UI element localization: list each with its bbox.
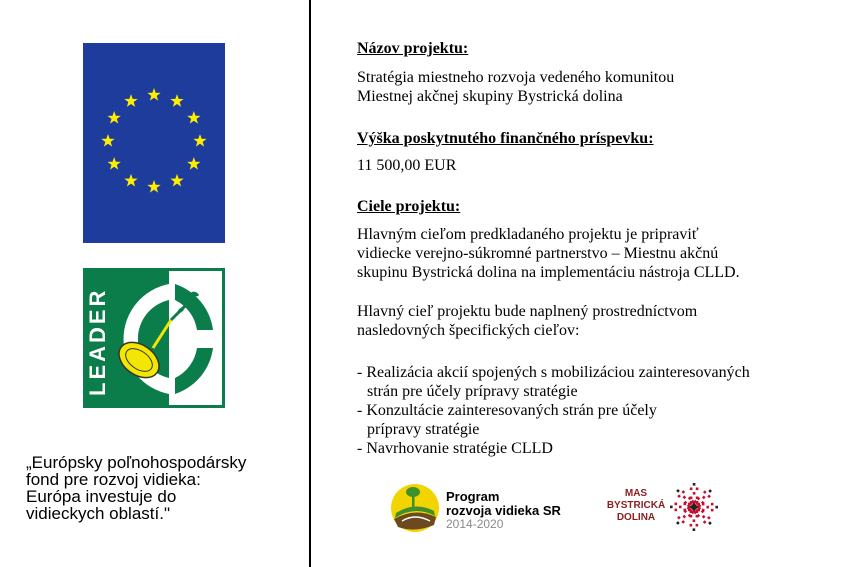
leader-logo <box>83 268 225 408</box>
goals-bullet-list <box>357 363 750 458</box>
mas-ornament-icon <box>664 477 724 537</box>
prv-title-line1: Program <box>446 489 500 504</box>
amount-value: 11 500,00 EUR <box>357 157 457 174</box>
goals-line: skupinu Bystrická dolina na implementáciu nástroja CLLD. <box>357 264 740 281</box>
mas-line1: MAS <box>624 488 648 499</box>
mas-ornament <box>670 483 718 531</box>
bullet-item-continuation: strán pre účely prípravy stratégie <box>367 383 578 400</box>
prv-years: 2014-2020 <box>446 517 504 531</box>
project-name <box>357 68 674 106</box>
ornament-arm <box>690 510 699 531</box>
goals-paragraph-1 <box>357 225 740 282</box>
prv-title-line2: rozvoja vidieka SR <box>446 503 561 518</box>
quote-line: Európa investuje do <box>26 487 177 506</box>
goals-heading: Ciele projektu: <box>357 198 461 215</box>
quote-line: fond pre rozvoj vidieka: <box>26 470 201 489</box>
goals-line: Hlavný cieľ projektu bude naplnený prostredníctvom <box>357 303 698 320</box>
prv-logo-text <box>446 490 561 531</box>
prv-logo-icon <box>390 483 440 533</box>
project-name-line: Miestnej akčnej skupiny Bystrická dolina <box>357 88 623 105</box>
vertical-divider <box>309 0 311 567</box>
eafrd-quote <box>26 454 306 522</box>
goals-line: nasledovných špecifických cieľov: <box>357 322 580 339</box>
leader-logo-text: LEADER <box>85 287 110 396</box>
bullet-item: - Realizácia akcií spojených s mobilizáciou zainteresovaných <box>357 364 750 381</box>
ornament-arm <box>670 503 691 512</box>
bullet-item-continuation: prípravy stratégie <box>367 421 480 438</box>
ornament-arm <box>690 483 699 504</box>
mas-line3: DOLINA <box>616 512 656 523</box>
ornament-arm <box>697 503 718 512</box>
goals-line: vidiecke verejno-súkromné partnerstvo – Miestnu akčnú <box>357 245 719 262</box>
project-name-heading: Názov projektu: <box>357 40 469 57</box>
bullet-item: - Navrhovanie stratégie CLLD <box>357 440 553 457</box>
bullet-item: - Konzultácie zainteresovaných strán pre účely <box>357 402 657 419</box>
mas-line2: BYSTRICKÁ <box>606 500 666 511</box>
goals-paragraph-2 <box>357 302 697 340</box>
eu-flag-icon <box>83 43 225 243</box>
goals-line: Hlavným cieľom predkladaného projektu je pripraviť <box>357 226 699 243</box>
quote-line: vidieckych oblastí." <box>26 504 170 523</box>
quote-line: „Európsky poľnohospodársky <box>26 453 247 472</box>
amount-heading: Výška poskytnutého finančného príspevku: <box>357 130 654 147</box>
project-name-line: Stratégia miestneho rozvoja vedeného komunitou <box>357 69 675 86</box>
